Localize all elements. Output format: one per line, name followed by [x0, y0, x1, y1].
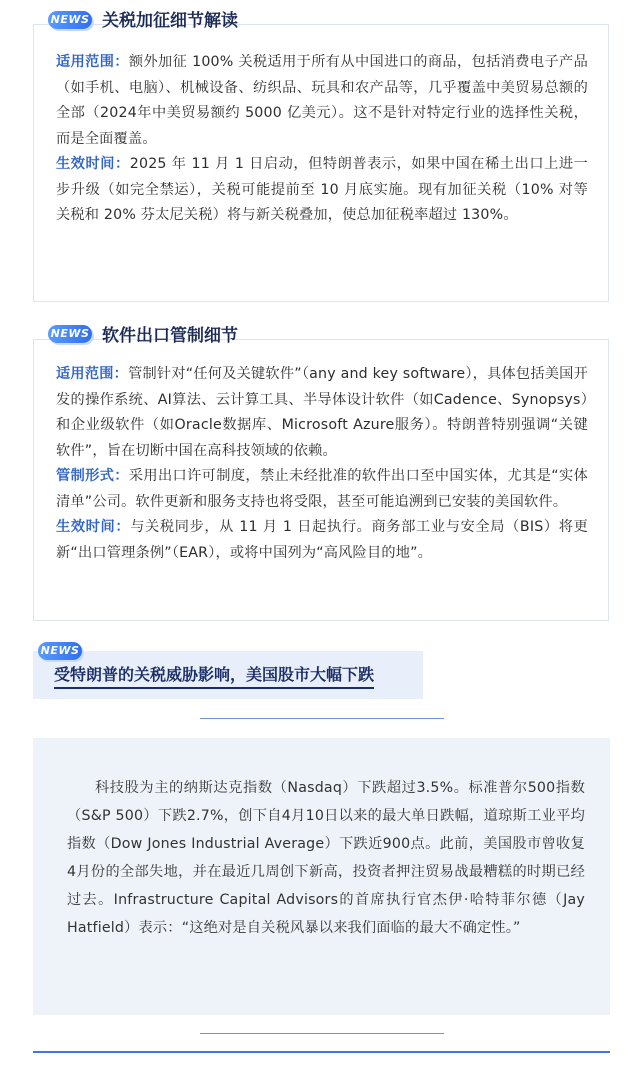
divider-bottom — [200, 1033, 444, 1034]
software-form-paragraph — [56, 464, 588, 515]
form-text: 采用出口许可制度，禁止未经批准的软件出口至中国实体，尤其是“实体清单”公司。软件更新和服务支持也将受限，甚至可能追溯到已安装的美国软件。 — [56, 468, 588, 510]
news-badge: NEWS — [48, 11, 92, 29]
time-label: 生效时间： — [56, 519, 131, 535]
section-title-software: 软件出口管制细节 — [102, 326, 238, 346]
software-scope-paragraph — [56, 362, 588, 464]
stock-market-body: 科技股为主的纳斯达克指数（Nasdaq）下跌超过3.5%。标准普尔500指数（S&P 500）下跌2.7%，创下自4月10日以来的最大单日跌幅，道琼斯工业平均指数（Dow Jones Industrial Average）下跌近900点。此前，美国股市曾收复4月份的全部失地，并在最近几周创下新高，投资者押注贸易战最糟糕的时期已经过去。Infrastructure Capital Advisors的首席执行官杰伊·哈特菲尔德（Jay Hatfield）表示：“这绝对是自关税风暴以来我们面临的最大不确定性。” — [67, 780, 585, 936]
news-badge: NEWS — [48, 325, 92, 343]
time-text: 2025 年 11 月 1 日启动，但特朗普表示，如果中国在稀土出口上进一步升级（如完全禁运），关税可能提前至 10 月底实施。现有加征关税（10% 对等关税和 20% 芬太尼关税）将与新关税叠加，使总加征税率超过 130%。 — [56, 156, 588, 223]
scope-label: 适用范围： — [56, 366, 129, 382]
tariff-scope-paragraph — [56, 50, 588, 152]
news-badge: NEWS — [38, 642, 82, 660]
section-title-tariff: 关税加征细节解读 — [102, 11, 238, 31]
time-text: 与关税同步，从 11 月 1 日起执行。商务部工业与安全局（BIS）将更新“出口管理条例”（EAR），或将中国列为“高风险目的地”。 — [56, 519, 588, 561]
stock-market-quote-box — [33, 738, 610, 1015]
bottom-rule — [33, 1051, 610, 1053]
time-label: 生效时间： — [56, 156, 130, 172]
tariff-time-paragraph — [56, 152, 588, 229]
scope-text: 管制针对“任何及关键软件”（any and key software），具体包括美国开发的操作系统、AI算法、云计算工具、半导体设计软件（如Cadence、Synopsys）和企业级软件（如Oracle数据库、Microsoft Azure服务）。特朗普特别强调“关键软件”，旨在切断中国在高科技领域的依赖。 — [56, 366, 588, 459]
software-control-content — [56, 362, 588, 566]
scope-label: 适用范围： — [56, 54, 129, 70]
scope-text: 额外加征 100% 关税适用于所有从中国进口的商品，包括消费电子产品（如手机、电脑）、机械设备、纺织品、玩具和农产品等，几乎覆盖中美贸易总额的全部（2024年中美贸易额约 5000 亿美元）。这不是针对特定行业的选择性关税，而是全面覆盖。 — [56, 54, 588, 147]
section-title-stock-market: 受特朗普的关税威胁影响，美国股市大幅下跌 — [54, 664, 374, 689]
divider-top — [200, 718, 444, 719]
tariff-details-content — [56, 50, 588, 229]
software-time-paragraph — [56, 515, 588, 566]
form-label: 管制形式： — [56, 468, 129, 484]
